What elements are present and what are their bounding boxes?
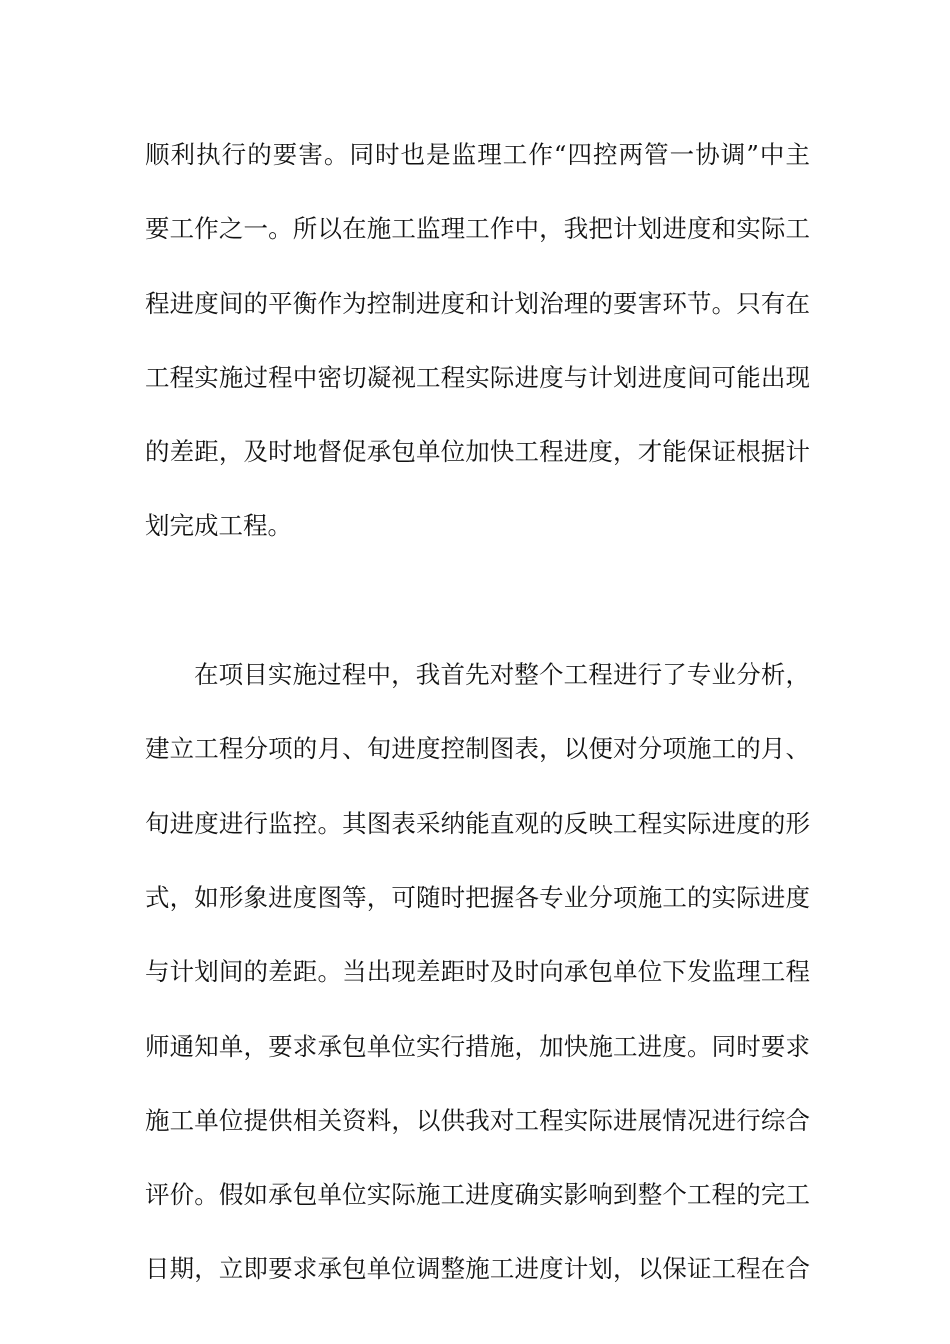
paragraph-gap	[145, 574, 810, 648]
text-line: 评价。假如承包单位实际施工进度确实影响到整个工程的完工	[145, 1180, 810, 1210]
body-text	[145, 128, 810, 1317]
text-line: 师通知单，要求承包单位实行措施，加快施工进度。同时要求	[145, 1031, 810, 1061]
text-line: 日期，立即要求承包单位调整施工进度计划，以保证工程在合	[145, 1254, 810, 1284]
text-line: 建立工程分项的月、旬进度控制图表，以便对分项施工的月、	[145, 734, 810, 764]
text-line: 式，如形象进度图等，可随时把握各专业分项施工的实际进度	[145, 882, 810, 912]
text-line: 工程实施过程中密切凝视工程实际进度与计划进度间可能出现	[145, 362, 810, 392]
text-line: 的差距，及时地督促承包单位加快工程进度，才能保证根据计	[145, 437, 810, 467]
text-line: 要工作之一。所以在施工监理工作中，我把计划进度和实际工	[145, 214, 810, 244]
text-line: 顺利执行的要害。同时也是监理工作“四控两管一协调”中主	[145, 140, 810, 169]
text-line: 程进度间的平衡作为控制进度和计划治理的要害环节。只有在	[145, 288, 810, 318]
text-line: 划完成工程。	[145, 511, 292, 541]
text-line: 施工单位提供相关资料，以供我对工程实际进展情况进行综合	[145, 1105, 810, 1135]
text-line: 与计划间的差距。当出现差距时及时向承包单位下发监理工程	[145, 957, 810, 987]
text-line: 旬进度进行监控。其图表采纳能直观的反映工程实际进度的形	[145, 808, 810, 838]
text-line: 在项目实施过程中，我首先对整个工程进行了专业分析，	[194, 660, 810, 690]
